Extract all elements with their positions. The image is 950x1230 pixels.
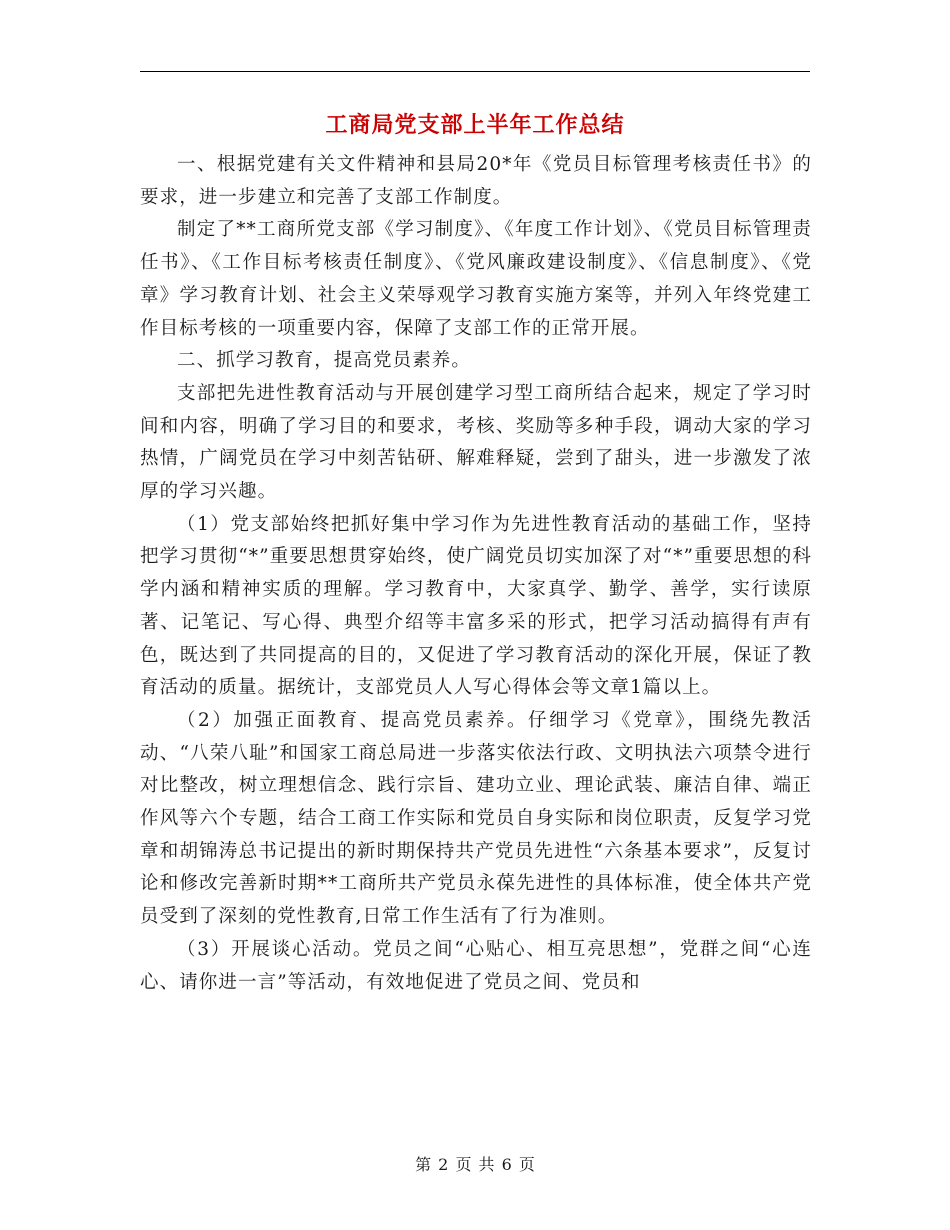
paragraph-5: （1）党支部始终把抓好集中学习作为先进性教育活动的基础工作，坚持把学习贯彻“*”重要思想贯穿始终，使广阔党员切实加深了对“*”重要思想的科学内涵和精神实质的理解。学习教育中，大家真学、勤学、善学，实行读原著、记笔记、写心得、典型介绍等丰富多采的形式，把学习活动搞得有声有色，既达到了共同提高的目的，又促进了学习教育活动的深化开展，保证了教育活动的质量。据统计，支部党员人人写心得体会等文章1篇以上。 [140,513,812,699]
page-number-footer: 第 2 页 共 6 页 [415,1155,535,1174]
paragraph-2: 制定了**工商所党支部《学习制度》、《年度工作计划》、《党员目标管理责任书》、《工作目标考核责任制度》、《党风廉政建设制度》、《信息制度》、《党章》学习教育计划、社会主义荣辱观学习教育实施方案等，并列入年终党建工作目标考核的一项重要内容，保障了支部工作的正常开展。 [140,219,812,339]
paragraph-6: （2）加强正面教育、提高党员素养。仔细学习《党章》，围绕先教活动、“八荣八耻”和国家工商总局进一步落实依法行政、文明执法六项禁令进行对比整改，树立理想信念、践行宗旨、建功立业、理论武装、廉洁自律、端正作风等六个专题，结合工商工作实际和党员自身实际和岗位职责，反复学习党章和胡锦涛总书记提出的新时期保持共产党员先进性“六条基本要求”，反复讨论和修改完善新时期**工商所共产党员永葆先进性的具体标准，使全体共产党员受到了深刻的党性教育,日常工作生活有了行为准则。 [140,709,812,928]
document-title: 工商局党支部上半年工作总结 [325,112,625,138]
header-rule [140,71,810,72]
paragraph-3: 二、抓学习教育，提高党员素养。 [177,350,472,372]
paragraph-4: 支部把先进性教育活动与开展创建学习型工商所结合起来，规定了学习时间和内容，明确了学习目的和要求，考核、奖励等多种手段，调动大家的学习热情，广阔党员在学习中刻苦钻研、解难释疑，尝到了甜头，进一步激发了浓厚的学习兴趣。 [140,382,812,503]
document-body [140,149,812,999]
paragraph-7: （3）开展谈心活动。党员之间“心贴心、相互亮思想”，党群之间“心连心、请你进一言”等活动，有效地促进了党员之间、党员和 [140,938,812,993]
paragraph-1: 一、根据党建有关文件精神和县局20*年《党员目标管理考核责任书》的要求，进一步建立和完善了支部工作制度。 [140,154,812,208]
